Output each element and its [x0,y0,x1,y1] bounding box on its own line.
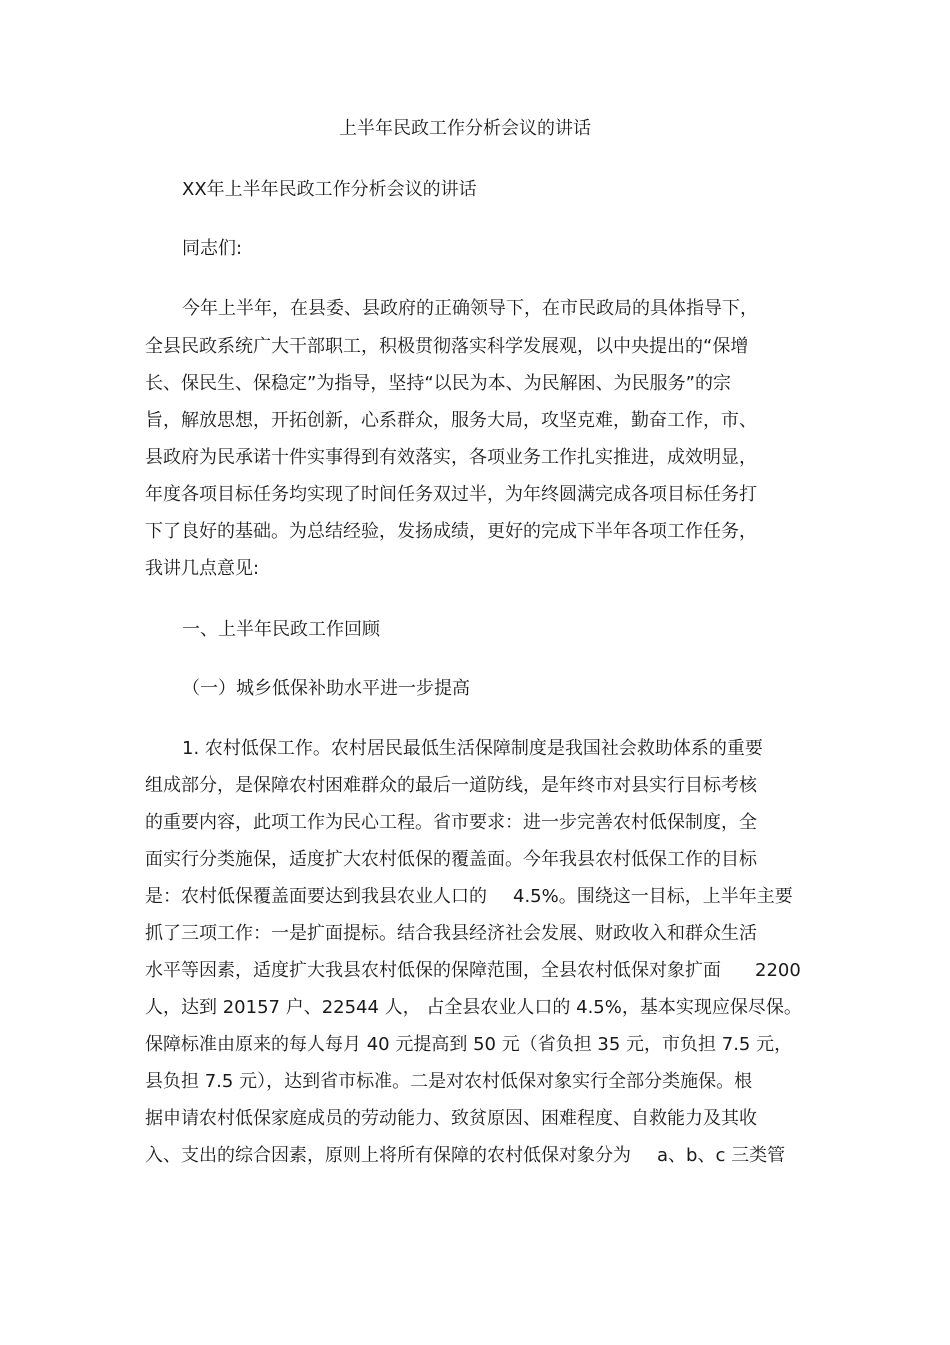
paragraph-line: 据申请农村低保家庭成员的劳动能力、致贫原因、困难程度、自救能力及其收 [145,1108,757,1129]
paragraph-fragment: 是：农村低保覆盖面要达到我县农业人口的 [145,886,487,907]
section-heading: 一、上半年民政工作回顾 [182,619,380,640]
paragraph-line [145,959,801,983]
paragraph-line: 1. 农村低保工作。农村居民最低生活保障制度是我国社会救助体系的重要 [182,738,763,759]
paragraph-line: 保障标准由原来的每人每月 40 元提高到 50 元（省负担 35 元，市负担 7.5 元， [145,1034,793,1055]
paragraph-line: 长、保民生、保稳定”为指导，坚持“以民为本、为民解困、为民服务”的宗 [145,373,731,394]
paragraph-fragment: 入、支出的综合因素，原则上将所有保障的农村低保对象分为 [145,1145,631,1166]
paragraph-fragment: 2200 [755,960,801,981]
greeting: 同志们: [182,238,243,259]
paragraph-fragment: 水平等因素，适度扩大我县农村低保的保障范围，全县农村低保对象扩面 [145,960,721,981]
paragraph-line: 抓了三项工作：一是扩面提标。结合我县经济社会发展、财政收入和群众生活 [145,923,757,944]
paragraph-line: 我讲几点意见: [145,558,260,579]
paragraph-line: 下了良好的基础。为总结经验，发扬成绩，更好的完成下半年各项工作任务， [145,521,757,542]
document-title: 上半年民政工作分析会议的讲话 [339,118,591,139]
paragraph-line: 人，达到 20157 户、22544 人， 占全县农业人口的 4.5%，基本实现应保尽保。 [145,997,802,1018]
subsection-heading: （一）城乡低保补助水平进一步提高 [182,678,470,699]
paragraph-line: 的重要内容，此项工作为民心工程。省市要求：进一步完善农村低保制度，全 [145,812,757,833]
paragraph-line [145,1144,785,1168]
paragraph-line: 今年上半年，在县委、县政府的正确领导下，在市民政局的具体指导下， [182,298,758,319]
paragraph-fragment: 4.5%。围绕这一目标，上半年主要 [513,886,793,907]
paragraph-fragment: a、b、c 三类管 [657,1145,786,1166]
paragraph-line: 县政府为民承诺十件实事得到有效落实，各项业务工作扎实推进，成效明显， [145,447,757,468]
paragraph-line: 全县民政系统广大干部职工，积极贯彻落实科学发展观，以中央提出的“保增 [145,336,749,357]
paragraph-line [145,885,793,909]
document-subtitle: XX年上半年民政工作分析会议的讲话 [182,179,477,200]
paragraph-line: 旨，解放思想，开拓创新，心系群众，服务大局，攻坚克难，勤奋工作，市、 [145,410,757,431]
paragraph-line: 面实行分类施保，适度扩大农村低保的覆盖面。今年我县农村低保工作的目标 [145,849,757,870]
paragraph-line: 年度各项目标任务均实现了时间任务双过半，为年终圆满完成各项目标任务打 [145,484,757,505]
paragraph-line: 组成部分，是保障农村困难群众的最后一道防线，是年终市对县实行目标考核 [145,775,757,796]
paragraph-line: 县负担 7.5 元），达到省市标准。二是对农村低保对象实行全部分类施保。根 [145,1071,753,1092]
